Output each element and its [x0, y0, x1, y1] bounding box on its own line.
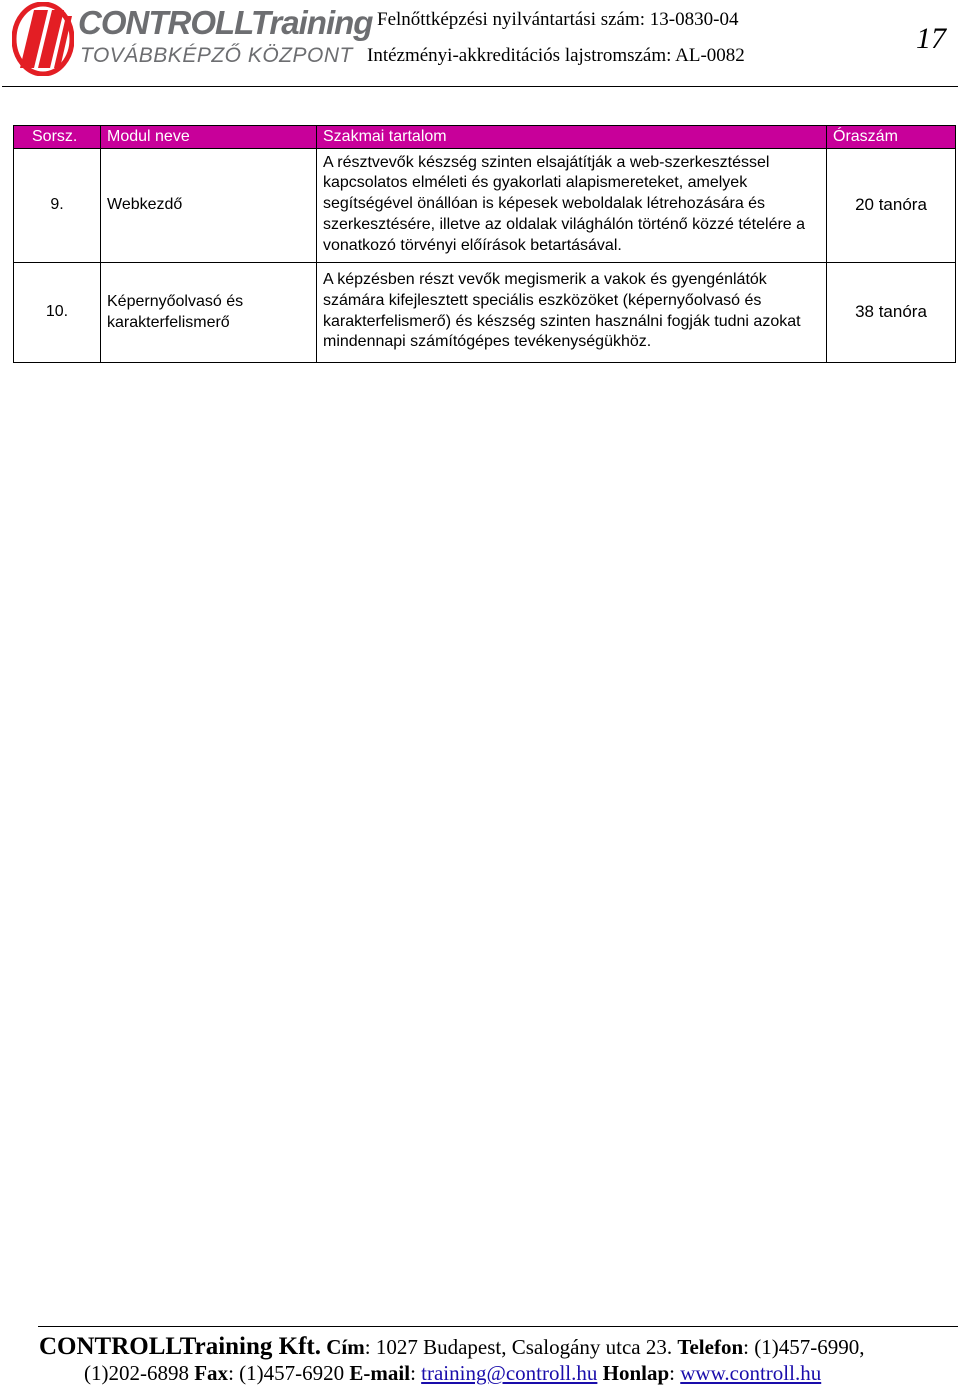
- logo-subtitle: TOVÁBBKÉPZŐ KÖZPONT: [80, 44, 353, 67]
- module-name: Képernyőolvasó és karakterfelismerő: [101, 263, 317, 363]
- address-label: Cím: [326, 1335, 365, 1359]
- module-name: Webkezdő: [101, 149, 317, 263]
- footer-company: CONTROLLTraining Kft.: [39, 1333, 321, 1360]
- website-label: Honlap: [602, 1361, 670, 1385]
- module-hours: 20 tanóra: [827, 149, 956, 263]
- column-header-hours: Óraszám: [827, 126, 956, 149]
- footer-address: 1027 Budapest, Csalogány utca 23.: [375, 1335, 673, 1359]
- email-link[interactable]: training@controll.hu: [421, 1361, 598, 1385]
- stripes-logo-icon: [12, 2, 74, 76]
- module-hours: 38 tanóra: [827, 263, 956, 363]
- footer-line-1: CONTROLLTraining Kft. Cím: 1027 Budapest, Csalogány utca 23. Telefon: (1)457-6990,: [39, 1333, 865, 1360]
- phone-label: Telefon: [677, 1335, 744, 1359]
- column-header-number: Sorsz.: [14, 126, 101, 149]
- header-divider: [2, 86, 958, 87]
- module-content: A képzésben részt vevők megismerik a vakok és gyengénlátók számára kifejlesztett speciális eszközöket (képernyőolvasó és karakterfelismerő) és készség szinten használni fogják tudni azokat mindennapi számítógépes tevékenységükhöz.: [317, 263, 827, 363]
- logo-title: CONTROLLTraining: [78, 4, 373, 41]
- row-number: 9.: [14, 149, 101, 263]
- table-header-row: [14, 126, 956, 149]
- registration-number: Felnőttképzési nyilvántartási szám: 13-0830-04: [377, 9, 739, 30]
- footer-line-2: (1)202-6898 Fax: (1)457-6920 E-mail: training@controll.hu Honlap: www.controll.hu: [84, 1361, 822, 1385]
- module-table: [13, 125, 956, 363]
- footer-phone-2: (1)202-6898: [84, 1361, 189, 1385]
- company-logo: [12, 2, 373, 78]
- table-row: [14, 149, 956, 263]
- page-number: 17: [916, 22, 946, 55]
- module-content: A résztvevők készség szinten elsajátítják a web-szerkesztéssel kapcsolatos elméleti és gyakorlati alapismereteket, amelyek segítségével önállóan is képesek weboldalak létrehozására és szerkesztésére, illetve az oldalak világhálón történő közzé tételére a vonatkozó törvényi előírások betartásával.: [317, 149, 827, 263]
- footer-phone: (1)457-6990,: [754, 1335, 865, 1359]
- website-link[interactable]: www.controll.hu: [680, 1361, 822, 1385]
- column-header-module: Modul neve: [101, 126, 317, 149]
- footer-divider: [38, 1326, 958, 1327]
- footer-fax: (1)457-6920: [239, 1361, 345, 1385]
- row-number: 10.: [14, 263, 101, 363]
- column-header-content: Szakmai tartalom: [317, 126, 827, 149]
- email-label: E-mail: [349, 1361, 411, 1385]
- accreditation-number: Intézményi-akkreditációs lajstromszám: AL-0082: [367, 45, 745, 66]
- table-row: [14, 263, 956, 363]
- fax-label: Fax: [194, 1361, 229, 1385]
